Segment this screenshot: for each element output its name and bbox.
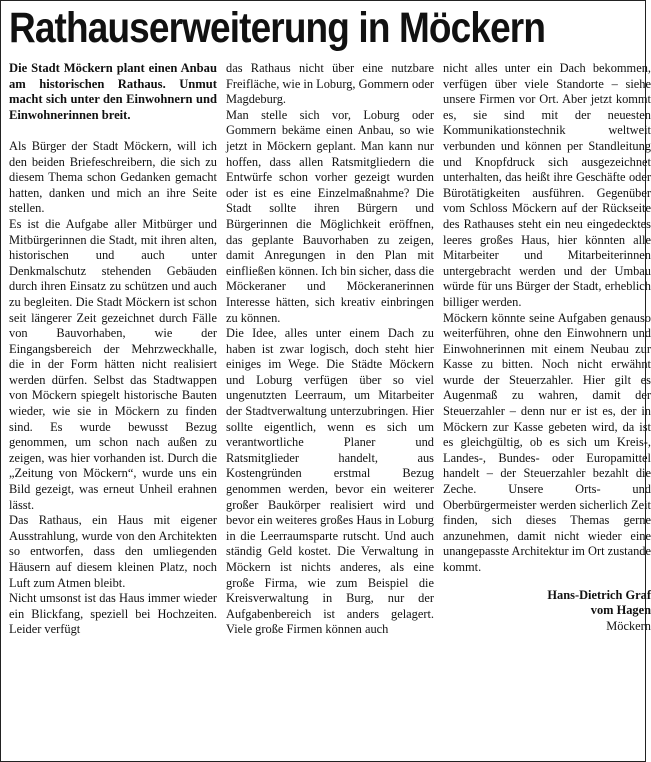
column-3	[443, 61, 651, 638]
text-columns	[9, 61, 651, 638]
author-name-line-1: Hans-Dietrich Graf	[547, 587, 651, 602]
paragraph: das Rathaus nicht über eine nutzbare Freifläche, wie in Loburg, Gommern oder Magdeburg.	[226, 61, 434, 107]
author-signature	[443, 588, 651, 635]
paragraph: Die Idee, alles unter einem Dach zu haben ist zwar logisch, doch steht hier einiges im Wege. Die Städte Möckern und Loburg verfügen über so viel ungenutzten Leerraum, um Mitarbeiter der Stadtverwaltung unterzubringen. Hier sollte eigentlich, wenn es sich um verantwortliche Planer und Ratsmitglieder handelt, aus Kostengründen erstmal Bezug genommen werden, bevor ein weiterer großer Baukörper realisiert wird und bevor ein weiteres großes Haus in Loburg in die Leerraumsparte rutscht. Und auch ständig Geld kostet. Die Verwaltung in Möckern ist nichts anderes, als eine große Firma, wie zum Beispiel die Kreisverwaltung in Burg, nur der Aufgabenbereich ist anders gelagert. Viele große Firmen können auch	[226, 326, 434, 637]
paragraph: Möckern könnte seine Aufgaben genauso weiterführen, ohne den Einwohnern und Einwohnerinnen mit einem Neubau zur Kasse zu bitten. Noch nicht erwähnt wurde der Steuerzahler. Hier gilt es Augenmaß zu wahren, damit der Steuerzahler – denn nur er ist es, der in Möckern zur Kasse gebeten wird, da ist es gleichgültig, ob es sich um Kreis-, Landes-, Bundes- oder Europamittel handelt – der Steuerzahler bezahlt die Zeche. Unsere Orts- und Oberbürgermeister werden sicherlich Zeit finden, sich dieses Themas gerne anzunehmen, damit nicht wieder eine unangepasste Architektur im Ort zustande kommt.	[443, 310, 651, 574]
paragraph: Es ist die Aufgabe aller Mitbürger und Mitbürgerinnen die Stadt, mit ihren alten, historischen und auch unter Denkmalschutz stehenden Gebäuden durch ihren Einsatz zu schützen und auch zu begleiten. Die Stadt Möckern ist schon seit längerer Zeit gezeichnet durch Fälle von Bauvorhaben, wie der Eingangsbereich der Mehrzweckhalle, die in der Form hätten nicht realisiert werden dürfen. Selbst das Stadtwappen von Möckern spiegelt historische Bauten wieder, wie sie in Möckern zu finden sind. Es wurde bewusst Bezug genommen, um schon nach außen zu zeigen, was hier vorhanden ist. Durch die „Zeitung von Möckern“, wurde uns ein Bild gezeigt, was erneut Unheil erahnen lässt.	[9, 216, 217, 512]
lead-paragraph: Die Stadt Möckern plant einen Anbau am historischen Rathaus. Unmut macht sich unter den Einwohnern und Einwohnerinnen breit.	[9, 61, 217, 122]
column-1	[9, 61, 217, 638]
paragraph: Als Bürger der Stadt Möckern, will ich den beiden Briefeschreibern, die sich zu diesem Thema schon Gedanken gemacht hatten, danken und mich an ihre Seite stellen.	[9, 138, 217, 216]
paragraph: nicht alles unter ein Dach bekommen, verfügen über viele Standorte – siehe unsere Firmen vor Ort. Aber jetzt kommt es, sie sind mit der neuesten Kommunikationstechnik weltweit verbunden und können per Standleitung und Knopfdruck sich ausgezeichnet unterhalten, das heißt ihre Geschäfte oder Bürotätigkeiten ausführen. Gegenüber vom Schloss Möckern auf der Rückseite des Rathauses steht ein neu eingedecktes leeres großes Haus, hier könnten alle Mitarbeiter und Mitarbeiterinnen untergebracht werden und der Umbau würde für uns Bürger der Stadt, erheblich billiger werden.	[443, 61, 651, 309]
author-name-line-2: vom Hagen	[590, 603, 651, 618]
author-city: Möckern	[606, 618, 651, 633]
headline: Rathauserweiterung in Möckern	[9, 4, 546, 52]
paragraph: Nicht umsonst ist das Haus immer wieder ein Blickfang, speziell bei Hochzeiten. Leider verfügt	[9, 591, 217, 637]
paragraph: Man stelle sich vor, Loburg oder Gommern bekäme einen Anbau, so wie jetzt in Möckern geplant. Man kann nur hoffen, dass allen Ratsmitgliedern die Entwürfe schon vorher gezeigt wurden oder ist es eine Einzelmaßnahme? Die Stadt sollte ihren Bürgern und Bürgerinnen die Möglichkeit eröffnen, das geplante Bauvorhaben zu zeigen, damit Anregungen in den Plan mit einfließen können. Ich bin sicher, dass die Möckeraner und Möckeranerinnen Interesse hätten, sich kreativ einbringen zu können.	[226, 107, 435, 325]
column-2	[226, 61, 434, 638]
paragraph: Das Rathaus, ein Haus mit eigener Ausstrahlung, wurde von den Architekten so entworfen, dass den umliegenden Häusern auf diesem kleinen Platz, noch Luft zum Atmen bleibt.	[9, 513, 217, 590]
